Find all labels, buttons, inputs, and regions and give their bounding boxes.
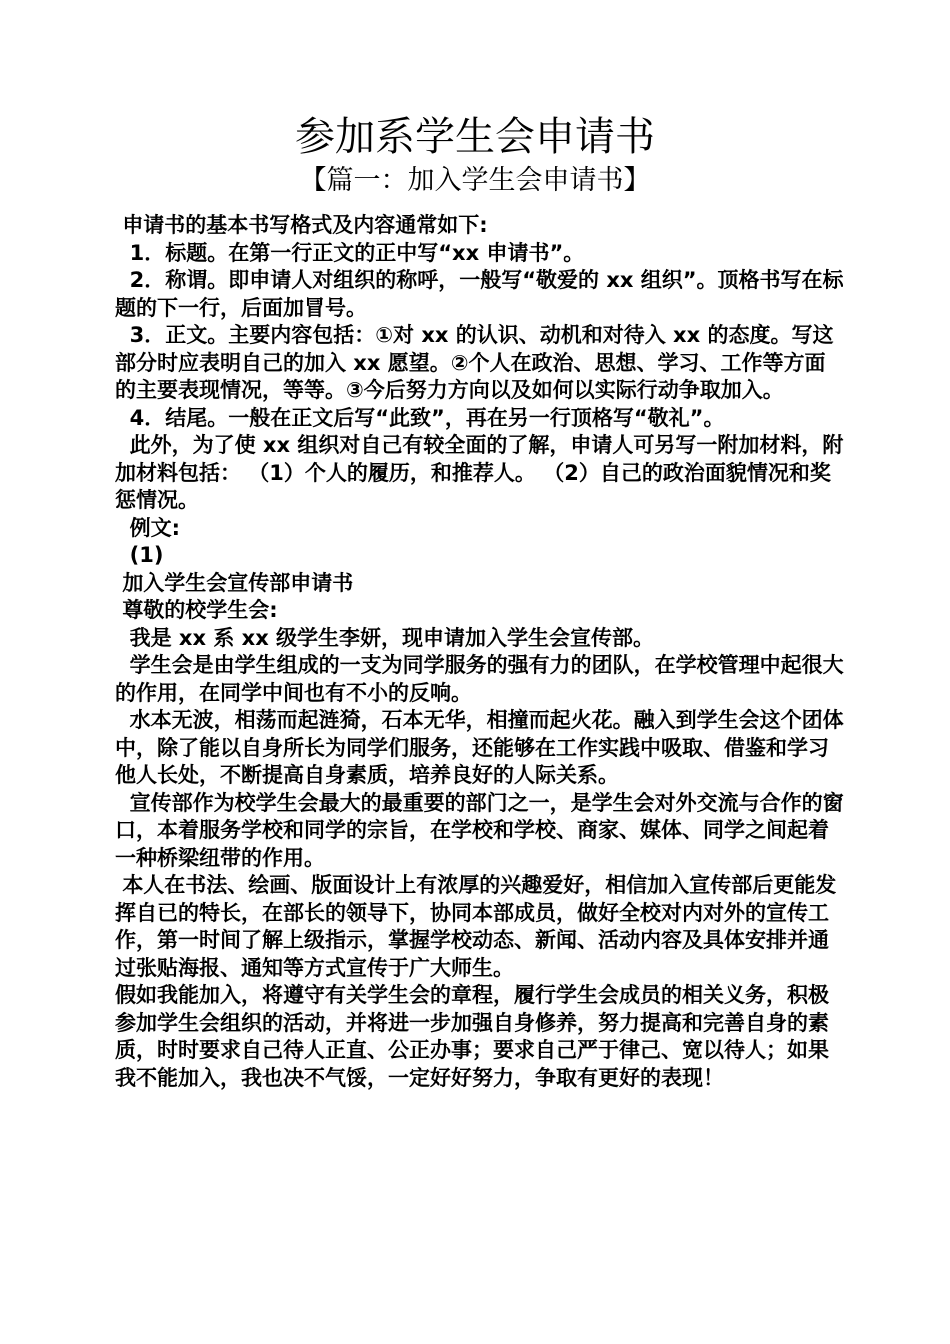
document-body	[115, 212, 845, 1092]
paragraph: 4．结尾。一般在正文后写“此致”，再在另一行顶格写“敬礼”。	[115, 405, 725, 430]
paragraph: (1)	[115, 543, 164, 567]
paragraph: 宣传部作为校学生会最大的最重要的部门之一，是学生会对外交流与合作的窗口，本着服务学校和同学的宗旨，在学校和学校、商家、媒体、同学之间起着一种桥梁纽带的作用。	[115, 790, 844, 870]
paragraph: 水本无波，相荡而起涟猗，石本无华，相撞而起火花。融入到学生会这个团体中，除了能以自身所长为同学们服务，还能够在工作实践中吸取、借鉴和学习他人长处，不断提高自身素质，培养良好的人际关系。	[115, 708, 844, 787]
paragraph: 申请书的基本书写格式及内容通常如下:	[115, 213, 488, 237]
paragraph: 2．称谓。即申请人对组织的称呼，一般写“敬爱的 xx 组织”。顶格书写在标题的下一行，后面加冒号。	[115, 268, 844, 320]
document-subtitle: 【篇一：加入学生会申请书】	[299, 165, 651, 196]
paragraph: 例文:	[115, 515, 181, 540]
paragraph: 3．正文。主要内容包括：①对 xx 的认识、动机和对待入 xx 的态度。写这部分时应表明自己的加入 xx 愿望。②个人在政治、思想、学习、工作等方面的主要表现情况，等等。③今后努力方向以及如何以实际行动争取加入。	[115, 323, 834, 402]
paragraph: 我是 xx 系 xx 级学生李妍，现申请加入学生会宣传部。	[115, 625, 655, 650]
paragraph: 此外，为了使 xx 组织对自己有较全面的了解，申请人可另写一附加材料，附加材料包括： （1）个人的履历，和推荐人。 （2）自己的政治面貌情况和奖惩情况。	[115, 433, 844, 512]
paragraph: 假如我能加入，将遵守有关学生会的章程，履行学生会成员的相关义务，积极参加学生会组织的活动，并将进一步加强自身修养，努力提高和完善自身的素质，时时要求自己待人正直、公正办事；要求自己严于律己、宽以待人；如果我不能加入，我也决不气馁，一定好好努力，争取有更好的表现！	[115, 983, 829, 1090]
document-title: 参加系学生会申请书	[295, 114, 655, 160]
paragraph: 加入学生会宣传部申请书	[115, 570, 354, 595]
paragraph: 尊敬的校学生会:	[115, 598, 278, 622]
paragraph: 1．标题。在第一行正文的正中写“xx 申请书”。	[115, 240, 585, 265]
paragraph: 学生会是由学生组成的一支为同学服务的强有力的团队，在学校管理中起很大的作用，在同学中间也有不小的反响。	[115, 653, 844, 705]
paragraph: 本人在书法、绘画、版面设计上有浓厚的兴趣爱好，相信加入宣传部后更能发挥自已的特长，在部长的领导下，协同本部成员，做好全校对内对外的宣传工作，第一时间了解上级指示，掌握学校动态、新闻、活动内容及具体安排并通过张贴海报、通知等方式宣传于广大师生。	[115, 873, 837, 980]
